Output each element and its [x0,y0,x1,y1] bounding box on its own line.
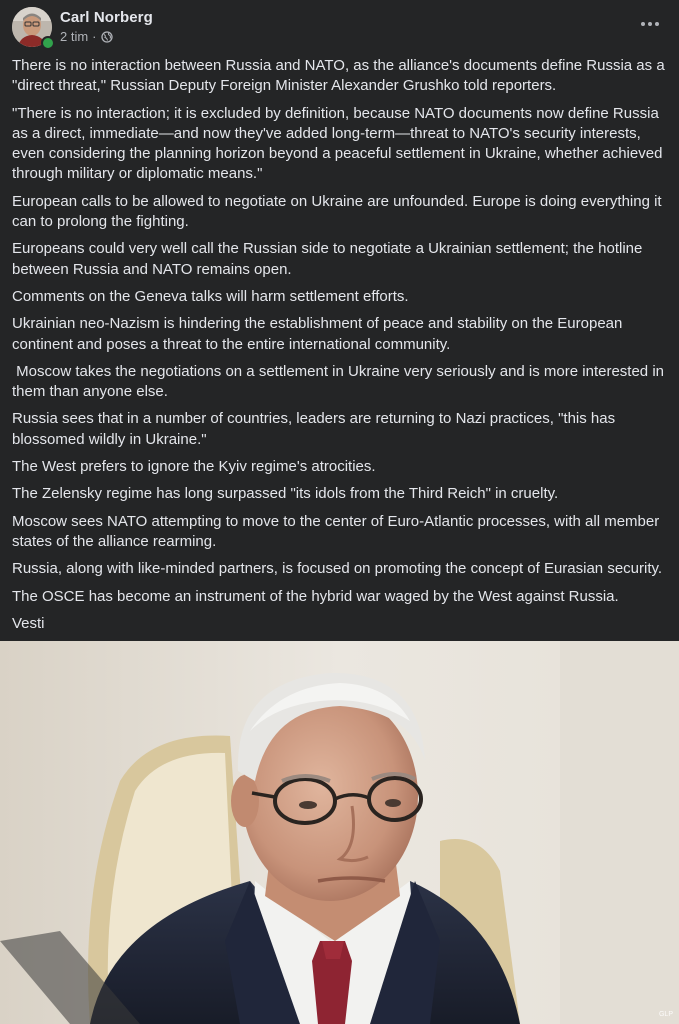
post-paragraph: There is no interaction between Russia and NATO, as the alliance's documents define Russia as a "direct threat," Russian Deputy Foreign Minister Alexander Grushko told reporters. [12,57,665,95]
post-paragraph: The West prefers to ignore the Kyiv regime's atrocities. [12,458,376,476]
post-body [0,52,679,634]
post-paragraph: Europeans could very well call the Russian side to negotiate a Ukrainian settlement; the hotline between Russia and NATO remains open. [12,240,643,278]
post-meta [60,29,113,44]
more-options-icon[interactable] [639,14,661,34]
globe-icon[interactable] [101,31,113,43]
post-paragraph: Ukrainian neo-Nazism is hindering the establishment of peace and stability on the European continent and poses a threat to the entire international community. [12,315,623,353]
post-paragraph: "There is no interaction; it is excluded by definition, because NATO documents now define Russia as a direct, immediate—and now they've added long-term—threat to NATO's security interests, even considering the planning horizon beyond a peaceful settlement in Ukraine, whether achieved through military or diplomatic means." [12,104,663,183]
post-source: Vesti [12,614,45,632]
post-paragraph: European calls to be allowed to negotiate on Ukraine are unfounded. Europe is doing everything it can to prolong the fighting. [12,192,662,231]
online-status-dot [41,36,55,50]
post-header [0,0,679,52]
post-paragraph: The Zelensky regime has long surpassed "its idols from the Third Reich" in cruelty. [12,485,559,503]
post-time[interactable]: 2 tim [60,29,89,44]
photo-watermark: GLP [658,1011,673,1018]
meta-separator: · [92,29,97,44]
post-photo[interactable] [0,641,679,1024]
post-paragraph: Comments on the Geneva talks will harm settlement efforts. [12,287,409,305]
post-paragraph: Russia, along with like-minded partners, is focused on promoting the concept of Eurasian security. [12,560,663,578]
post-paragraph: Moscow takes the negotiations on a settlement in Ukraine very seriously and is more interested in them than anyone else. [12,362,669,401]
portrait-image [0,641,679,1024]
post-paragraph: Moscow sees NATO attempting to move to the center of Euro-Atlantic processes, with all member states of the alliance rearming. [12,512,660,550]
post-paragraph: The OSCE has become an instrument of the hybrid war waged by the West against Russia. [12,587,619,605]
post-paragraph: Russia sees that in a number of countries, leaders are returning to Nazi practices, "this has blossomed wildly in Ukraine." [12,410,616,448]
author-name[interactable]: Carl Norberg [60,9,153,26]
